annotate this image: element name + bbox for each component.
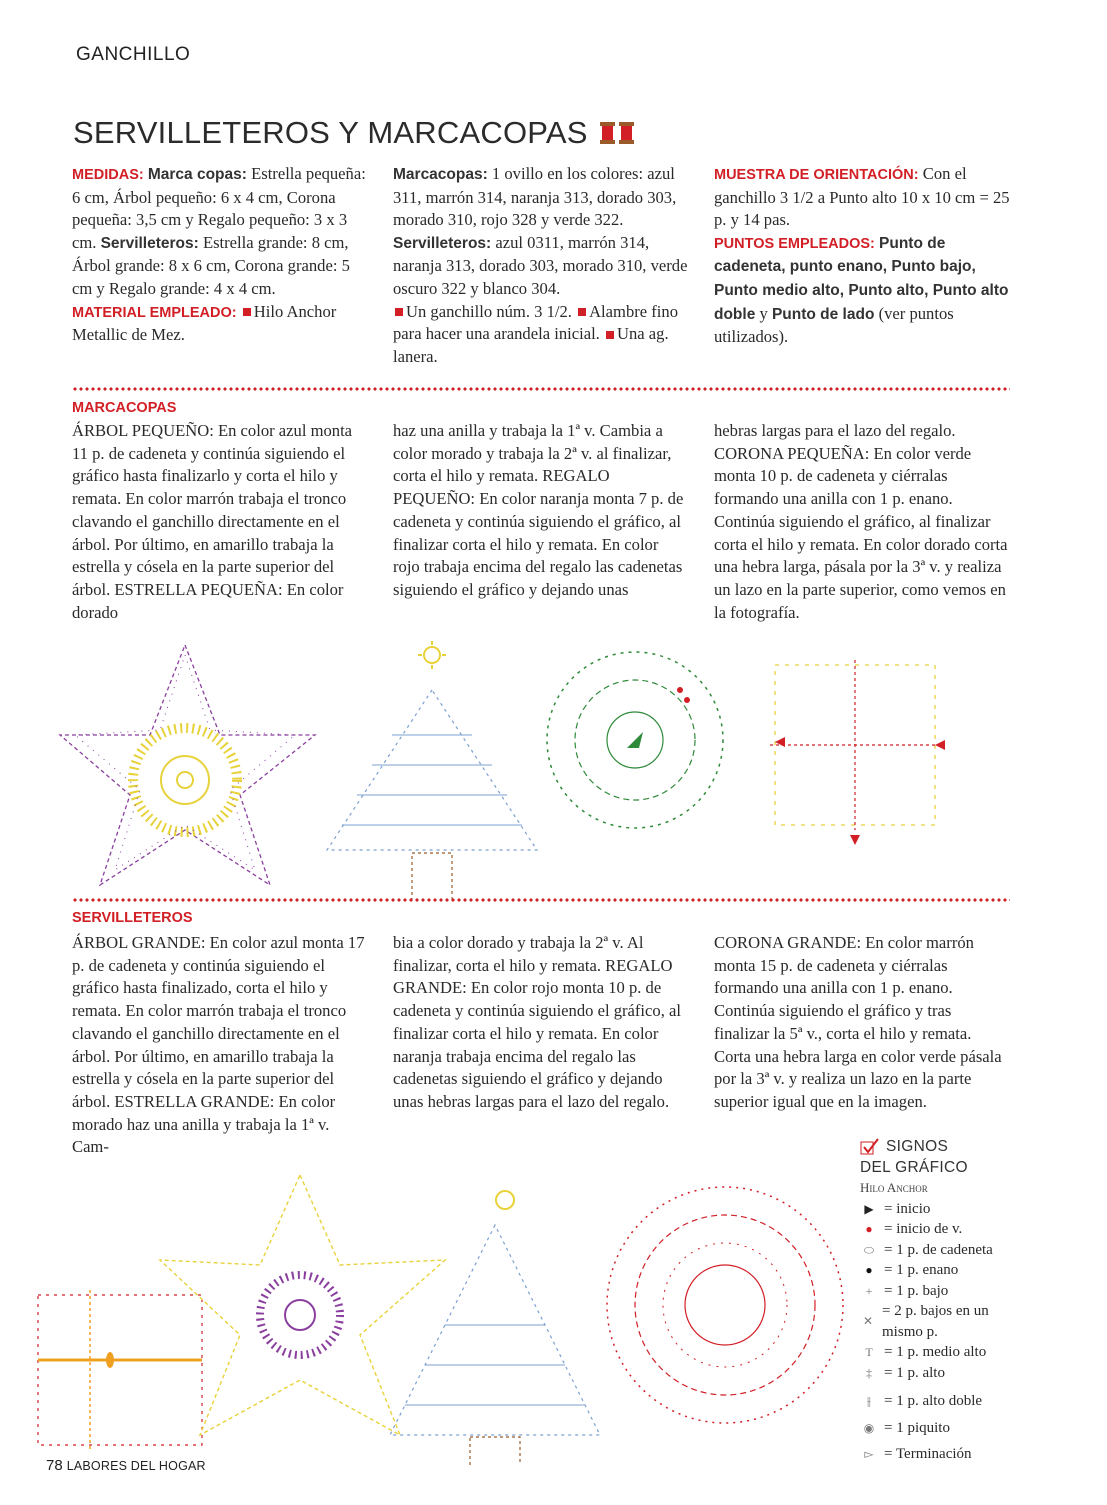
legend-item: = 1 p. medio alto [884, 1344, 987, 1360]
marca-copas-label: Marca copas: [147, 166, 247, 183]
start-icon: ▶ [864, 1201, 874, 1216]
servilleteros-col-1 [72, 932, 368, 1159]
material-item-3: Una ag. lanera. [393, 324, 669, 366]
page-number: 78 [46, 1457, 63, 1474]
intro-col-2 [393, 163, 689, 368]
section-label: GANCHILLO [76, 44, 191, 65]
servilleteros-col-2 [393, 932, 689, 1114]
legend-item: = Terminación [884, 1446, 972, 1462]
servilleteros-label-2: Servilleteros: [393, 234, 492, 252]
puntos-bold: Punto de cadeneta, punto enano, Punto bajo, Punto medio alto, Punto alto, Punto alto doble [714, 234, 1009, 323]
legend-brand: Hilo Anchor [860, 1180, 928, 1195]
star-small-chart [60, 645, 315, 885]
slip-stitch-icon: ● [865, 1263, 873, 1277]
legend-item: = inicio de v. [884, 1221, 963, 1237]
servilleteros-text-2: bia a color dorado y trabaja la 2ª v. Al finalizar, corta el hilo y remata. REGALO GRANDE: En color rojo monta 10 p. de cadeneta y continúa siguiendo el gráfico, al finalizar corta el hilo y remata. En color naranja trabaja encima del regalo las cadenetas siguiendo el gráfico y dejando unas hebras largas para el lazo del regalo. [393, 933, 681, 1111]
material-text: Hilo Anchor Metallic de Mez. [72, 301, 337, 345]
gift-large-chart [38, 1290, 202, 1450]
marcacopas-text: 1 ovillo en los colores: azul 311, marrón 314, naranja 313, dorado 303, morado 310, rojo 328 y verde 322. [393, 164, 677, 230]
bullet-icon [578, 308, 586, 316]
picot-icon: ◉ [863, 1420, 875, 1435]
material-item-2: Alambre fino para hacer una arandela inicial. [393, 301, 679, 344]
puntos-tail: (ver puntos utilizados). [714, 303, 954, 347]
tree-large-chart [390, 1191, 600, 1465]
legend-item: = 1 p. bajo [884, 1282, 949, 1299]
servilleteros-text-2: azul 0311, marrón 314, naranja 313, dorado 303, morado 310, verde oscuro 322 y blanco 304. [393, 232, 688, 298]
marcacopas-label: Marcacopas: [393, 166, 488, 183]
muestra-label: MUESTRA DE ORIENTACIÓN: [714, 167, 919, 183]
chain-stitch-icon: ⬭ [863, 1242, 875, 1257]
bullet-icon [243, 308, 251, 316]
servilleteros-heading: SERVILLETEROS [72, 910, 193, 926]
legend-title-1: SIGNOS [886, 1138, 949, 1155]
puntos-label: PUNTOS EMPLEADOS: [714, 235, 875, 252]
legend-item: = 1 piquito [884, 1419, 950, 1436]
bullet-icon [395, 308, 403, 316]
marcacopas-col-2 [393, 420, 689, 602]
page-title [73, 115, 636, 151]
end-icon: ▻ [864, 1447, 874, 1461]
half-double-icon: T [865, 1345, 873, 1359]
treble-crochet-icon: ⫲ [867, 1394, 871, 1408]
legend-item: = 1 p. alto doble [884, 1393, 983, 1409]
page-footer [46, 1457, 206, 1474]
intro-col-3 [714, 163, 1010, 349]
dotted-divider [72, 898, 1010, 902]
wreath-large-chart [607, 1187, 843, 1423]
material-label: MATERIAL EMPLEADO: [72, 304, 237, 321]
large-charts [0, 1165, 860, 1465]
medidas-label: MEDIDAS: [72, 167, 144, 183]
increase-icon: ✕ [862, 1314, 874, 1329]
tree-small-chart [327, 641, 537, 900]
legend-title-2: DEL GRÁFICO [860, 1158, 968, 1176]
puntos-bold-2: Punto de lado [771, 305, 875, 323]
servilleteros-label: Servilleteros: [100, 234, 199, 252]
servilleteros-text-1: ÁRBOL GRANDE: En color azul monta 17 p. de cadeneta y continúa siguiendo el gráfico hasta finalizado, corta el hilo y remata. En color marrón trabaja el tronco clavando el ganchillo directamente en el árbol. Por último, en amarillo trabaja la estrella y cósela en la parte superior del árbol. ESTRELLA GRANDE: En color morado haz una anilla y trabaja la 1ª v. Cam- [72, 933, 365, 1157]
checkmark-icon [860, 1138, 880, 1156]
marcacopas-col-3 [714, 420, 1010, 624]
wreath-small-chart [547, 652, 723, 828]
round-start-icon: ● [865, 1222, 873, 1236]
chart-legend [860, 1137, 1030, 1465]
legend-item: = 1 p. alto [884, 1364, 945, 1381]
puntos-y: y [759, 303, 768, 323]
small-charts [0, 635, 1107, 900]
legend-item: = 1 p. enano [884, 1262, 959, 1278]
legend-item: = inicio [884, 1200, 931, 1217]
marcacopas-text-2: haz una anilla y trabaja la 1ª v. Cambia a color morado y trabaja la 2ª v. al finalizar, corta el hilo y remata. REGALO PEQUEÑO: En color naranja monta 7 p. de cadeneta y continúa siguiendo el gráfico, al finalizar corta el hilo y remata. En color rojo trabaja encima del regalo las cadenetas siguiendo el gráfico y dejando unas [393, 421, 684, 599]
thread-spools-icon [598, 120, 636, 146]
double-crochet-icon: ‡ [866, 1365, 872, 1380]
servilleteros-text-3: CORONA GRANDE: En color marrón monta 15 p. de cadeneta y ciérralas formando una anilla con 1 p. enano. Continúa siguiendo el gráfico y tras finalizar la 5ª v., corta el hilo y remata. Corta una hebra larga en color verde pásala por la 3ª v. y realiza un lazo en la parte superior igual que en la imagen. [714, 933, 1002, 1111]
bullet-icon [606, 331, 614, 339]
marcacopas-text-1: ÁRBOL PEQUEÑO: En color azul monta 11 p. de cadeneta y continúa siguiendo el gráfico hasta finalizarlo y corta el hilo y remata. En color marrón trabaja el tronco clavando el ganchillo directamente en el árbol. Por último, en amarillo trabaja la estrella y cósela en la parte superior del árbol. ESTRELLA PEQUEÑA: En color dorado [72, 421, 353, 622]
dotted-divider [72, 387, 1010, 391]
legend-item: = 1 p. de cadeneta [884, 1241, 993, 1258]
single-crochet-icon: + [865, 1283, 873, 1298]
gift-small-chart [770, 660, 945, 845]
marcacopas-heading: MARCACOPAS [72, 400, 177, 416]
marcacopas-text-3: hebras largas para el lazo del regalo. CORONA PEQUEÑA: En color verde monta 10 p. de cadeneta y ciérralas formando una anilla con 1 p. enano. Continúa siguiendo el gráfico, al finalizar corta el hilo y remata. En color dorado corta una hebra larga, pásala por la 3ª v. y realiza un lazo en la parte superior, como vemos en la fotografía. [714, 421, 1008, 622]
magazine-name: LABORES DEL HOGAR [66, 1459, 206, 1473]
servilleteros-col-3 [714, 932, 1010, 1114]
marcacopas-col-1 [72, 420, 368, 624]
legend-item: = 2 p. bajos en un mismo p. [882, 1303, 989, 1340]
marca-copas-text: Estrella pequeña: 6 cm, Árbol pequeño: 6 x 4 cm, Corona pequeña: 3,5 cm y Regalo pequeño: 3 x 3 cm. [72, 164, 366, 252]
muestra-text: Con el ganchillo 3 1/2 a Punto alto 10 x 10 cm = 25 p. y 14 pas. [714, 164, 1010, 230]
material-item-1: Un ganchillo núm. 3 1/2. [406, 301, 572, 321]
page-title-text: SERVILLETEROS Y MARCACOPAS [73, 115, 588, 150]
star-large-chart [160, 1175, 445, 1435]
intro-col-1 [72, 163, 368, 347]
servilleteros-text: Estrella grande: 8 cm, Árbol grande: 8 x 6 cm, Corona grande: 5 cm y Regalo grande: 4 x 4 cm. [72, 232, 350, 298]
